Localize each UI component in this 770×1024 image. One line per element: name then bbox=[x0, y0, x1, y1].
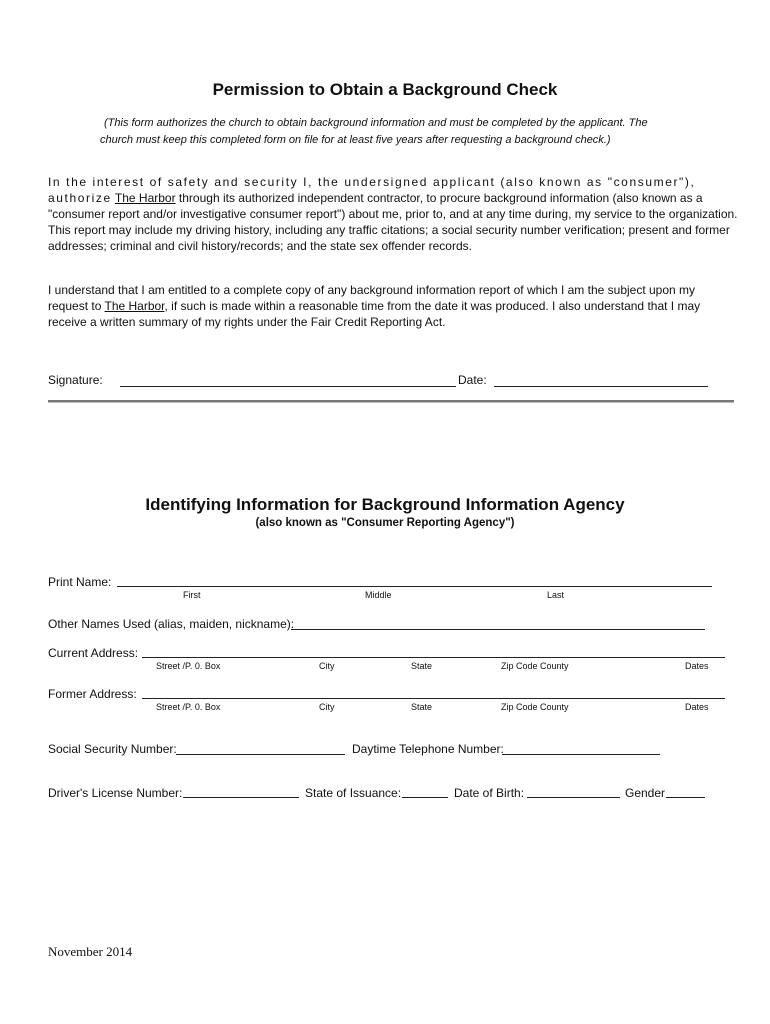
organization-name: The Harbor bbox=[114, 191, 176, 205]
issuance-field[interactable] bbox=[402, 797, 448, 798]
gender-field[interactable] bbox=[666, 797, 705, 798]
section-divider bbox=[48, 400, 734, 403]
print-name-label: Print Name: bbox=[48, 575, 112, 589]
current-state-caption: State bbox=[411, 661, 433, 671]
rights-before: I understand that I am entitled to a complete copy of any background information report of which I am the subject upon my request to bbox=[48, 283, 696, 313]
date-field[interactable] bbox=[494, 386, 708, 387]
current-address-label: Current Address: bbox=[48, 646, 139, 660]
rights-after: , if such is made within a reasonable time from the date it was produced. I also understand that I may receive a written summary of my rights under the Fair Credit Reporting Act. bbox=[48, 299, 701, 329]
issuance-label: State of Issuance: bbox=[305, 786, 402, 800]
footer-date: November 2014 bbox=[48, 944, 133, 959]
other-names-field[interactable] bbox=[291, 629, 705, 630]
ssn-field[interactable] bbox=[176, 754, 345, 755]
license-label: Driver's License Number: bbox=[48, 786, 183, 800]
former-city-caption: City bbox=[319, 702, 335, 712]
current-zip-caption: Zip Code County bbox=[501, 661, 569, 671]
consent-rest: through its authorized independent contractor, to procure background information (also known as a "consumer report and/or investigative consumer report") about me, prior to, and at any time during, my service to the organization. This report may include my driving history, including any traffic citations; a social security number verification; present and former addresses; criminal and civil history/records; and the state sex offender records. bbox=[48, 191, 738, 253]
former-state-caption: State bbox=[411, 702, 433, 712]
dob-field[interactable] bbox=[527, 797, 620, 798]
agency-subtitle: (also known as "Consumer Reporting Agency") bbox=[255, 517, 515, 529]
agency-title: Identifying Information for Background Information Agency bbox=[145, 495, 625, 514]
rights-paragraph bbox=[48, 282, 738, 330]
former-street-caption: Street /P. 0. Box bbox=[156, 702, 221, 712]
signature-label: Signature: bbox=[48, 373, 103, 387]
middle-name-caption: Middle bbox=[365, 590, 392, 600]
gender-label: Gender bbox=[625, 786, 666, 800]
current-dates-caption: Dates bbox=[685, 661, 709, 671]
intro-line-1: (This form authorizes the church to obtain background information and must be completed by the applicant. The bbox=[104, 117, 648, 129]
former-dates-caption: Dates bbox=[685, 702, 709, 712]
last-name-caption: Last bbox=[547, 590, 565, 600]
intro-line-2: church must keep this completed form on file for at least five years after requesting a background check.) bbox=[100, 134, 611, 146]
print-name-field[interactable] bbox=[117, 586, 712, 587]
ssn-label: Social Security Number: bbox=[48, 742, 177, 756]
former-address-label: Former Address: bbox=[48, 687, 137, 701]
phone-label: Daytime Telephone Number: bbox=[352, 742, 504, 756]
authorize-word: authorize bbox=[48, 191, 112, 205]
phone-field[interactable] bbox=[502, 754, 660, 755]
other-names-label: Other Names Used (alias, maiden, nickname): bbox=[48, 617, 295, 631]
dob-label: Date of Birth: bbox=[454, 786, 525, 800]
date-label: Date: bbox=[458, 373, 487, 387]
form-title: Permission to Obtain a Background Check bbox=[212, 80, 558, 99]
signature-field[interactable] bbox=[120, 386, 456, 387]
current-street-caption: Street /P. 0. Box bbox=[156, 661, 221, 671]
current-address-field[interactable] bbox=[142, 657, 725, 658]
organization-name-2: The Harbor bbox=[104, 299, 165, 313]
license-field[interactable] bbox=[183, 797, 299, 798]
current-city-caption: City bbox=[319, 661, 335, 671]
former-address-field[interactable] bbox=[142, 698, 725, 699]
first-name-caption: First bbox=[183, 590, 201, 600]
former-zip-caption: Zip Code County bbox=[501, 702, 569, 712]
consent-paragraph bbox=[48, 174, 738, 254]
consent-line-1: In the interest of safety and security I, the undersigned applicant (also known as "consumer"), bbox=[48, 175, 696, 189]
